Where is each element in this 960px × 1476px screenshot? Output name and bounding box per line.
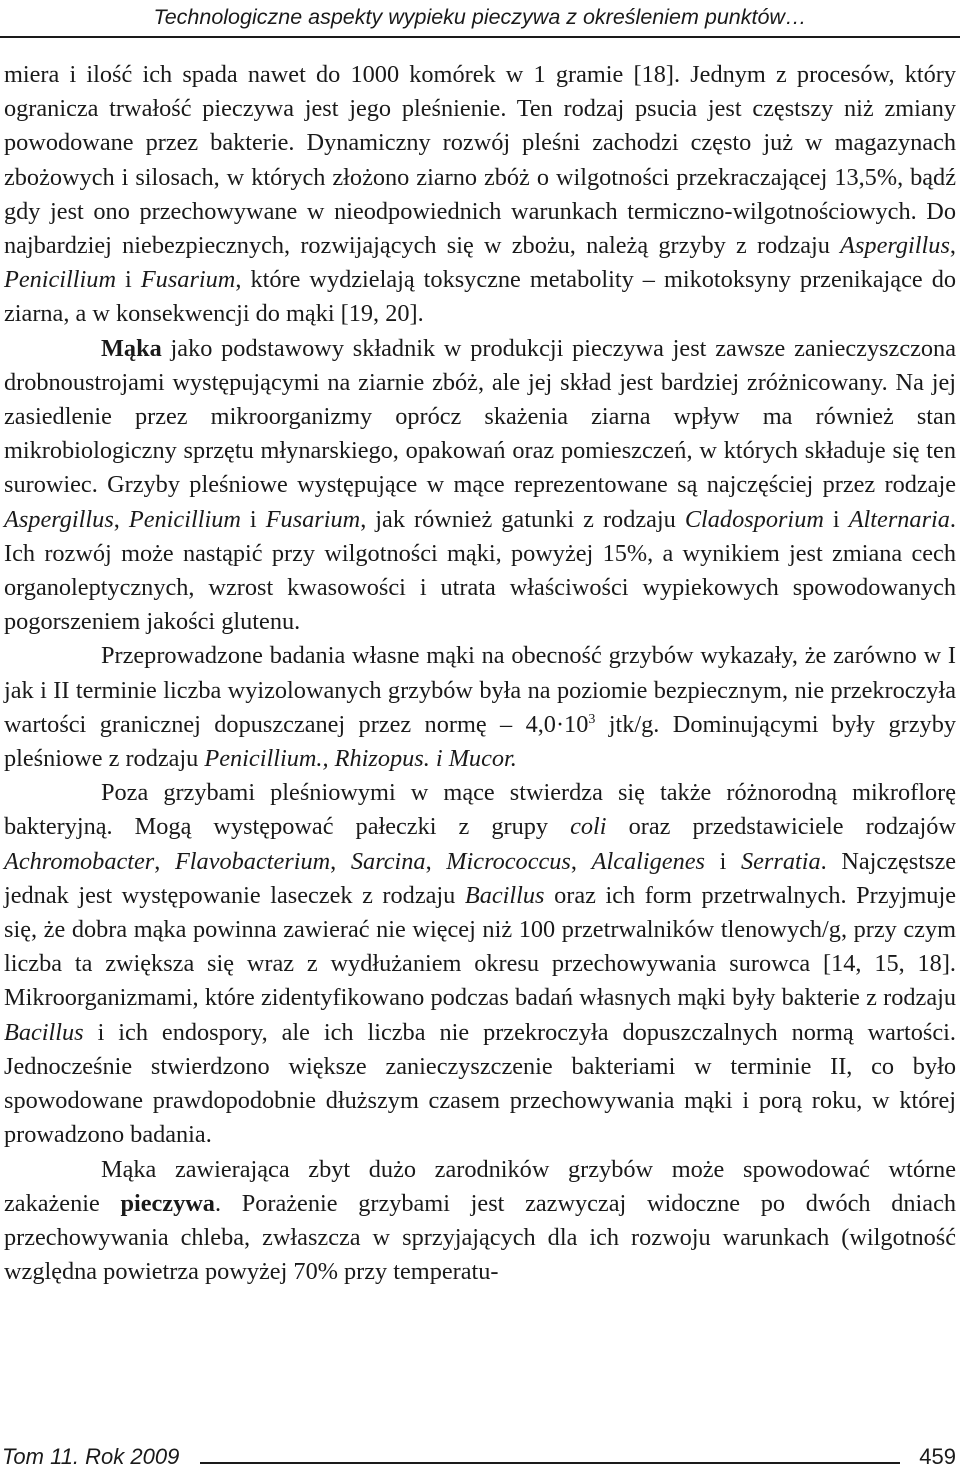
text-run: oraz przedstawiciele rodzajów (606, 813, 957, 841)
paragraph-1 (4, 58, 956, 332)
text-run: Mąka zawierająca zbyt dużo zarodników grzybów może spowodować wtórne zakażenie (4, 1155, 956, 1217)
genus-name: Flavobacterium (174, 847, 331, 875)
footer-rule (200, 1462, 900, 1464)
genus-name: Cladosporium (684, 505, 824, 533)
genus-name: Penicillium (128, 505, 241, 533)
genus-name: Bacillus (4, 1018, 84, 1046)
text-run: , (425, 847, 447, 875)
text-run: jtk/g. Dominującymi były grzyby pleśniowe z rodzaju (4, 710, 956, 773)
genus-name: Alcaligenes (591, 847, 705, 875)
text-run: i ich endospory, ale ich liczba nie przekroczyła dopuszczalnych normą wartości. Jednocześnie stwierdzono większe zanieczyszczenie bakteriami w terminie II, co było spowodowane prawdopodobnie dłuższym czasem przechowywania mąki i porą roku, w której prowadzono badania. (4, 1018, 956, 1149)
genus-name: Aspergillus (4, 505, 114, 533)
text-run: . Ich rozwój może nastąpić przy wilgotności mąki, powyżej 15%, a wynikiem jest zmiana cech organoleptycznych, wzrost kwasowości i utrata właściwości wypiekowych spowodowanych pogorszeniem jakości glutenu. (4, 505, 956, 636)
genus-name: Aspergillus (840, 232, 950, 260)
page-number: 459 (919, 1444, 956, 1469)
running-header: Technologiczne aspekty wypieku pieczywa z określeniem punktów… (153, 5, 807, 29)
header-rule (0, 36, 960, 38)
genus-name: Achromobacter (4, 847, 155, 875)
text-run: , które wydzielają toksyczne metabolity – mikotoksyny przenikające do ziarna, a w konsekwencji do mąki [19, 20]. (4, 266, 956, 328)
paragraph-5 (4, 1153, 956, 1290)
genus-name: Sarcina (350, 847, 426, 875)
bold-term: Mąka (101, 334, 162, 362)
genus-name: Micrococcus (446, 847, 571, 875)
text-run: . Najczęstsze jednak jest występowanie laseczek z rodzaju (4, 847, 957, 909)
article-body (4, 58, 956, 1289)
text-run: i (823, 505, 849, 533)
paragraph-2 (4, 332, 956, 640)
genus-name: Penicillium (4, 266, 117, 294)
text-run: Przeprowadzone badania własne mąki na obecność grzybów wykazały, że zarówno w I jak i II terminie liczba wyizolowanych grzybów była na poziomie bezpiecznym, nie przekroczyła wartości granicznej dopuszczanej przez normę – 4,0·10 (4, 642, 956, 738)
text-run: , (330, 847, 351, 875)
paragraph-4 (4, 776, 956, 1152)
text-run: i (240, 505, 266, 533)
genus-name: Fusarium (140, 266, 236, 294)
bold-term: pieczywa (120, 1189, 215, 1217)
genus-name: coli (570, 813, 607, 841)
text-run: , jak również gatunki z rodzaju (360, 505, 685, 533)
text-run: jako podstawowy składnik w produkcji pieczywa jest zawsze zanieczyszczona drobnoustrojami występującymi na ziarnie zbóż, ale jej skład jest bardziej zróżnicowany. Na jej zasiedlenie przez mikroorganizmy oprócz skażenia ziarna wpływ ma również stan mikrobiologiczny sprzętu młynarskiego, opakowań oraz pomieszczeń, w których składuje się ten surowiec. Grzyby pleśniowe występujące w mące reprezentowane są najczęściej przez rodzaje (4, 334, 956, 499)
text-run: , (113, 505, 129, 533)
text-run: . Porażenie grzybami jest zazwyczaj widoczne po dwóch dniach przechowywania chleba, zwłaszcza w sprzyjających dla ich rozwoju warunkach (wilgotność względna powietrza powyżej 70% przy temperatu- (4, 1189, 956, 1286)
paragraph-3 (4, 639, 956, 776)
journal-volume: Tom 11. Rok 2009 (2, 1440, 183, 1474)
genus-name: Alternaria (848, 505, 950, 533)
genus-name: Serratia (740, 847, 821, 875)
text-run: miera i ilość ich spada nawet do 1000 komórek w 1 gramie [18]. Jednym z procesów, który ogranicza trwałość pieczywa jest jego pleśnienie. Ten rodzaj psucia jest częstszy niż zmiany powodowane przez bakterie. Dynamiczny rozwój pleśni zachodzi często już w magazynach zbożowych i silosach, w których złożono ziarno zbóż o wilgotności przekraczającej 13,5%, bądź gdy jest ono przechowywane w nieodpowiednich warunkach termiczno-wilgotnościowych. Do najbardziej niebezpiecznych, rozwijających się w zbożu, należą grzyby z rodzaju (4, 61, 956, 260)
genus-name: Penicillium., Rhizopus. i Mucor. (204, 745, 517, 773)
text-run: oraz ich form przetrwalnych. Przyjmuje się, że dobra mąka powinna zawierać nie więcej niż 100 przetrwalników tlenowych/g, przy czym liczba ta zwiększa się wraz z wydłużaniem okresu przechowywania surowca [14, 15, 18]. Mikroorganizmami, które zidentyfikowano podczas badań własnych mąki były bakterie z rodzaju (4, 881, 956, 1012)
text-run: , (154, 847, 175, 875)
text-run: i (704, 847, 741, 875)
text-run: Poza grzybami pleśniowymi w mące stwierdza się także różnorodną mikroflorę bakteryjną. Mogą występować pałeczki z grupy (4, 779, 956, 841)
exponent: 3 (588, 711, 596, 727)
genus-name: Bacillus (464, 881, 545, 909)
text-run: i (116, 266, 141, 294)
text-run: , (570, 847, 592, 875)
genus-name: Fusarium (265, 505, 361, 533)
text-run: , (949, 232, 956, 260)
page-footer (0, 1440, 960, 1474)
